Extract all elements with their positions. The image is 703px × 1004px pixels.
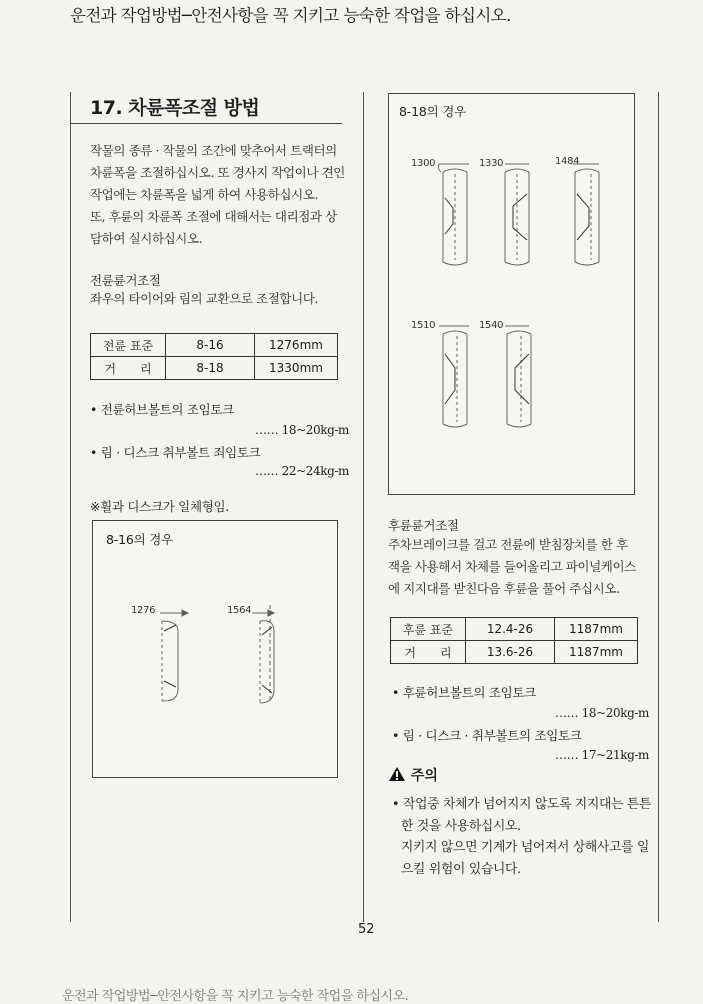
dimension-label: 1300	[411, 158, 436, 169]
table-cell: 1187mm	[555, 641, 638, 664]
rear-bullet-1: • 후륜허브볼트의 조임토크	[392, 685, 536, 700]
warning-line: 으킬 위험이 있습니다.	[401, 861, 521, 877]
table-cell: 12.4-26	[466, 618, 555, 641]
page-footer: 운전과 작업방법─안전사항을 꼭 지키고 능숙한 작업을 하십시오.	[62, 989, 409, 1004]
table-cell: 8-16	[166, 334, 255, 357]
warning-line: • 작업중 차체가 넘어지지 않도록 지지대는 튼튼	[392, 797, 652, 812]
intro-line: 또, 후륜의 차륜폭 조절에 대해서는 대리점과 상	[90, 209, 337, 224]
disc-lines	[445, 198, 453, 234]
front-track-desc: 좌우의 타이어와 림의 교환으로 조절합니다.	[90, 291, 319, 306]
center-divider-line	[363, 92, 364, 922]
front-track-title: 전륜륜거조절	[90, 273, 161, 288]
figure-caption: 8-16의 경우	[106, 532, 173, 547]
disc-lines	[164, 625, 176, 687]
right-margin-line	[658, 92, 659, 922]
tire-outline	[507, 334, 531, 424]
rear-torque-2: …… 17~21kg-m	[555, 748, 649, 762]
arrow-head	[182, 610, 188, 616]
figure-caption: 8-18의 경우	[399, 104, 466, 119]
table-cell: 1330mm	[255, 357, 338, 380]
dimension-label: 1330	[479, 158, 504, 169]
table-cell: 전륜 표준	[91, 334, 166, 357]
table-cell: 후륜 표준	[391, 618, 466, 641]
wheel-disc-note: ※휠과 디스크가 일체형임.	[90, 499, 229, 514]
figure-box-8-18	[388, 93, 635, 495]
rear-bullet-2: • 림 · 디스크 · 취부볼트의 조임토크	[392, 728, 582, 743]
front-bullet-2: • 림 · 디스크 취부볼트 죄임토크	[90, 445, 261, 460]
warning-line-text: 작업중 차체가 넘어지지 않도록 지지대는 튼튼	[403, 797, 652, 812]
rear-torque-1: …… 18~20kg-m	[555, 706, 649, 720]
rear-track-title: 후륜륜거조절	[388, 518, 459, 533]
section-title: 17. 차륜폭조절 방법	[90, 97, 260, 119]
front-torque-1: …… 18~20kg-m	[255, 423, 349, 437]
dimension-label: 1510	[411, 320, 436, 331]
rear-desc-line: 에 지지대를 받친다음 후륜을 풀어 주십시오.	[388, 581, 620, 596]
rear-desc-line: 주차브레이크를 걸고 전륜에 받침장치를 한 후	[388, 537, 628, 552]
intro-line: 담하여 실시하십시오.	[90, 231, 203, 246]
tire-profile	[162, 621, 178, 701]
dimension-label: 1540	[479, 320, 504, 331]
table-cell: 1187mm	[555, 618, 638, 641]
front-torque-2: …… 22~24kg-m	[255, 464, 349, 478]
wheel-offset-diagrams	[429, 154, 629, 444]
dimension-label: 1564	[227, 605, 252, 616]
front-spec-table	[90, 333, 338, 380]
tire-outline	[507, 331, 531, 427]
title-underline	[70, 123, 342, 124]
dimension-label: 1276	[131, 605, 156, 616]
intro-line: 작업에는 차륜폭을 넓게 하여 사용하십시오.	[90, 187, 319, 202]
rear-desc-line: 잭을 사용해서 차체를 들어올리고 파이널케이스	[388, 559, 636, 574]
arrow-head	[268, 610, 274, 616]
table-cell: 8-18	[166, 357, 255, 380]
table-cell: 거 리	[391, 641, 466, 664]
table-cell: 13.6-26	[466, 641, 555, 664]
bullet-label: 후륜허브볼트의 조임토크	[402, 685, 536, 700]
disc-lines	[515, 354, 529, 404]
table-row	[91, 334, 338, 357]
bullet-label: 전륜허브볼트의 조임토크	[100, 402, 234, 417]
warning-line: 한 것을 사용하십시오.	[401, 818, 521, 834]
dimension-label: 1484	[555, 156, 580, 167]
bullet-label: 림 · 디스크 취부볼트 죄임토크	[100, 445, 261, 460]
rear-track-desc	[388, 534, 648, 600]
warning-text	[392, 794, 652, 880]
table-row	[391, 618, 638, 641]
tire-outline	[575, 172, 599, 262]
page-header: 운전과 작업방법─안전사항을 꼭 지키고 능숙한 작업을 하십시오.	[70, 6, 511, 25]
rear-spec-table	[390, 617, 638, 664]
table-row	[91, 357, 338, 380]
table-row	[391, 641, 638, 664]
tire-outline	[575, 169, 599, 265]
wheel-offset-diagram	[148, 591, 298, 711]
warning-line: 지키지 않으면 기계가 넘어져서 상해사고를 일	[401, 840, 650, 855]
disc-lines	[577, 194, 589, 240]
warning-title: 주의	[410, 768, 438, 784]
disc-lines	[513, 194, 527, 240]
intro-line: 작물의 종류 · 작물의 조간에 맞추어서 트랙터의	[90, 143, 337, 158]
bullet-label: 림 · 디스크 · 취부볼트의 조임토크	[402, 728, 582, 743]
disc-lines	[445, 354, 455, 404]
left-margin-line	[70, 92, 71, 922]
table-cell: 거 리	[91, 357, 166, 380]
intro-paragraph	[90, 140, 350, 250]
warning-icon	[388, 766, 406, 782]
tire-profile	[260, 621, 274, 703]
warning-heading	[388, 765, 438, 785]
figure-box-8-16	[92, 520, 338, 778]
front-bullet-1: • 전륜허브볼트의 조임토크	[90, 402, 234, 417]
intro-line: 차륜폭을 조절하십시오. 또 경사지 작업이나 견인	[90, 165, 345, 180]
table-cell: 1276mm	[255, 334, 338, 357]
page-number: 52	[358, 922, 375, 937]
